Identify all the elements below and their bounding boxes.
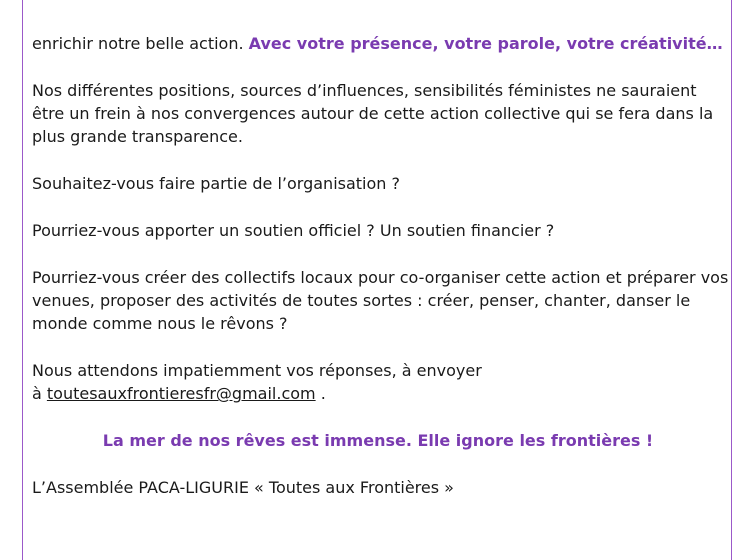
collectifs-question: Pourriez-vous créer des collectifs locaux pour co-organiser cette action et préparer vos venues, proposer des activités de toutes sortes : créer, penser, chanter, danser le monde comme nous le rêvons ? — [32, 268, 729, 333]
slogan: La mer de nos rêves est immense. Elle ignore les frontières ! — [102, 431, 654, 450]
reply-prefix: à — [32, 384, 47, 403]
email-link[interactable]: toutesauxfrontieresfr@gmail.com — [46, 384, 316, 403]
reply-suffix: . — [315, 384, 326, 403]
intro-text: enrichir notre belle action. — [32, 34, 249, 53]
positions-paragraph: Nos différentes positions, sources d’influences, sensibilités féministes ne sauraient être un frein à nos convergences autour de cette action collective qui se fera dans la plus grande transparence. — [32, 81, 714, 146]
signature: L’Assemblée PACA-LIGURIE « Toutes aux Frontières » — [32, 478, 454, 497]
letter-body — [32, 32, 732, 523]
reply-paragraph — [32, 359, 732, 405]
intro-emphasis: Avec votre présence, votre parole, votre créativité… — [248, 34, 723, 53]
reply-text: Nous attendons impatiemment vos réponses, à envoyer — [32, 361, 482, 380]
soutien-question: Pourriez-vous apporter un soutien officiel ? Un soutien financier ? — [32, 221, 555, 240]
intro-paragraph — [32, 32, 732, 55]
organisation-question: Souhaitez-vous faire partie de l’organisation ? — [32, 174, 400, 193]
